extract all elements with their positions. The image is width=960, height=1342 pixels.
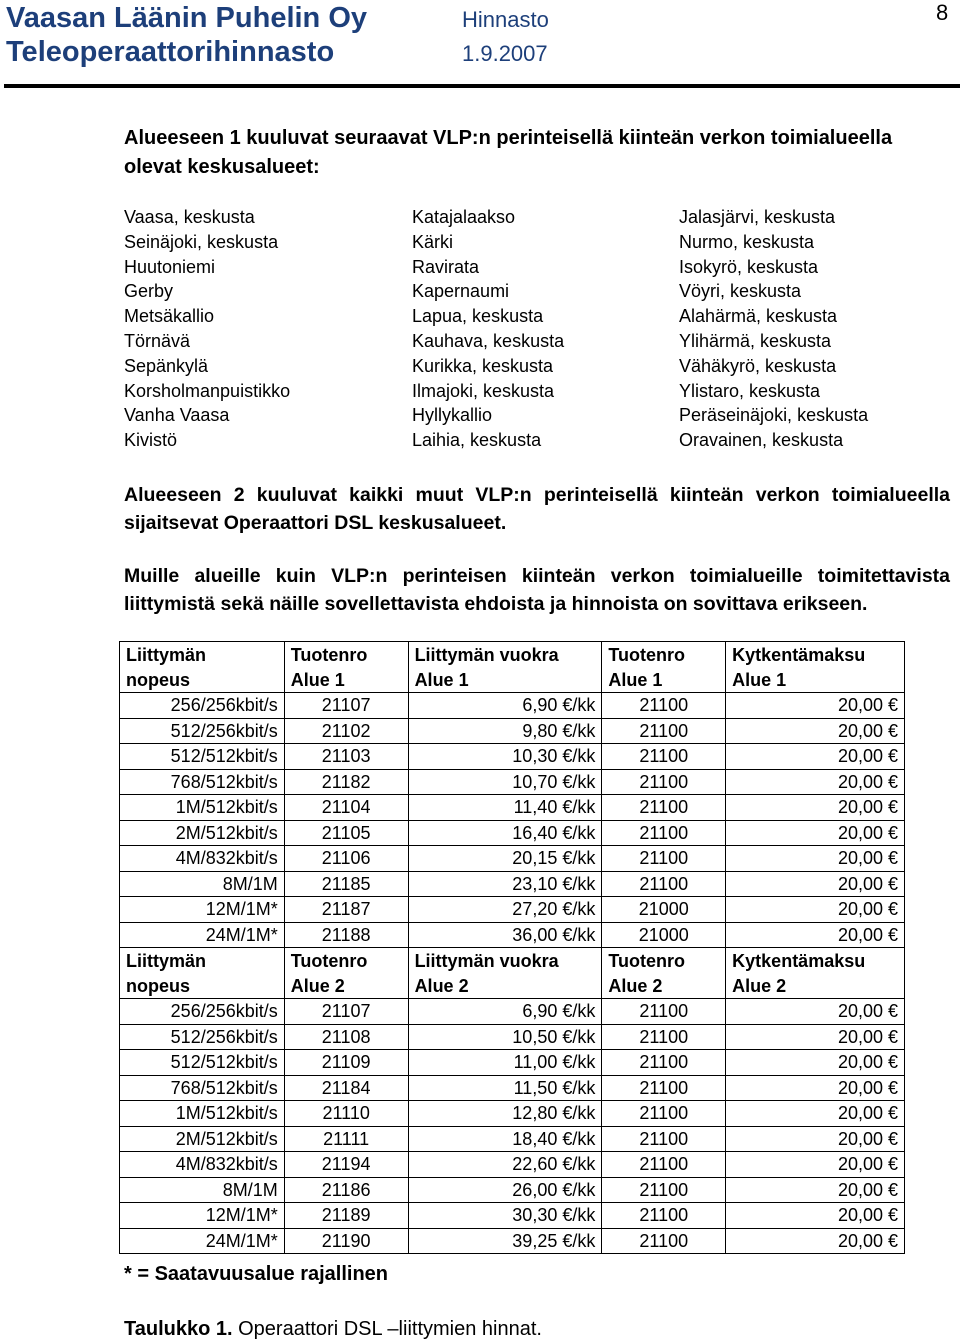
cell-fee: 20,00 € — [726, 846, 905, 872]
area-item: Törnävä — [124, 330, 191, 351]
cell-product: 21189 — [284, 1203, 408, 1229]
cell-rent: 23,10 €/kk — [408, 871, 602, 897]
cell-speed: 2M/512kbit/s — [120, 1126, 285, 1152]
cell-product2: 21100 — [602, 693, 726, 719]
cell-rent: 22,60 €/kk — [408, 1152, 602, 1178]
header-line: Liittymän vuokra — [414, 951, 559, 971]
cell-speed: 12M/1M* — [120, 1203, 285, 1229]
table-row — [120, 795, 905, 821]
area-item: Ravirata — [412, 256, 480, 277]
cell-product2: 21100 — [602, 999, 726, 1025]
cell-fee: 20,00 € — [726, 1152, 905, 1178]
caption-label: Taulukko 1. — [124, 1318, 233, 1340]
area-item: Kurikka, keskusta — [412, 355, 554, 376]
cell-rent: 11,50 €/kk — [408, 1075, 602, 1101]
area-item: Laihia, keskusta — [412, 430, 542, 451]
cell-product: 21104 — [284, 795, 408, 821]
header-cell-product — [284, 948, 408, 999]
cell-speed: 768/512kbit/s — [120, 769, 285, 795]
cell-fee: 20,00 € — [726, 820, 905, 846]
header-cell-product — [284, 642, 408, 693]
cell-fee: 20,00 € — [726, 718, 905, 744]
header-line: Kytkentämaksu — [732, 951, 866, 971]
cell-speed: 1M/512kbit/s — [120, 1101, 285, 1127]
area-column-3 — [679, 205, 868, 453]
header-line: nopeus — [126, 669, 191, 690]
cell-product2: 21100 — [602, 1228, 726, 1254]
table-row — [120, 1177, 905, 1203]
cell-fee: 20,00 € — [726, 1050, 905, 1076]
area-item: Katajalaakso — [412, 207, 516, 227]
header-line: Alue 2 — [290, 975, 345, 996]
cell-product2: 21100 — [602, 1177, 726, 1203]
area-item: Vähäkyrö, keskusta — [679, 355, 837, 376]
cell-speed: 2M/512kbit/s — [120, 820, 285, 846]
cell-rent: 12,80 €/kk — [408, 1101, 602, 1127]
cell-rent: 9,80 €/kk — [408, 718, 602, 744]
area-item: Nurmo, keskusta — [679, 231, 815, 252]
table-row — [120, 718, 905, 744]
table-row — [120, 693, 905, 719]
cell-fee: 20,00 € — [726, 1075, 905, 1101]
cell-rent: 10,30 €/kk — [408, 744, 602, 770]
cell-speed: 512/256kbit/s — [120, 1024, 285, 1050]
header-line: Liittymän vuokra — [414, 645, 559, 665]
table-header-row — [120, 948, 905, 999]
area-item: Seinäjoki, keskusta — [124, 231, 279, 252]
area-item: Alahärmä, keskusta — [679, 306, 838, 327]
header-line: Kytkentämaksu — [732, 645, 866, 665]
cell-fee: 20,00 € — [726, 744, 905, 770]
cell-rent: 30,30 €/kk — [408, 1203, 602, 1229]
area-item: Vaasa, keskusta — [124, 207, 255, 227]
header-line: Alue 2 — [414, 975, 469, 996]
table-row — [120, 1152, 905, 1178]
cell-product: 21184 — [284, 1075, 408, 1101]
cell-product: 21186 — [284, 1177, 408, 1203]
cell-speed: 12M/1M* — [120, 897, 285, 923]
table-row — [120, 922, 905, 948]
cell-rent: 11,40 €/kk — [408, 795, 602, 821]
cell-fee: 20,00 € — [726, 795, 905, 821]
area-item: Vanha Vaasa — [124, 405, 230, 426]
cell-speed: 24M/1M* — [120, 922, 285, 948]
table-row — [120, 1228, 905, 1254]
cell-product: 21194 — [284, 1152, 408, 1178]
table-row — [120, 1050, 905, 1076]
cell-rent: 18,40 €/kk — [408, 1126, 602, 1152]
cell-product: 21187 — [284, 897, 408, 923]
cell-product2: 21000 — [602, 897, 726, 923]
cell-speed: 8M/1M — [120, 1177, 285, 1203]
cell-product: 21185 — [284, 871, 408, 897]
table-row — [120, 744, 905, 770]
area-item: Huutoniemi — [124, 256, 216, 277]
cell-product: 21106 — [284, 846, 408, 872]
area-item: Ilmajoki, keskusta — [412, 380, 555, 401]
cell-rent: 10,50 €/kk — [408, 1024, 602, 1050]
cell-product2: 21100 — [602, 1050, 726, 1076]
area-item: Lapua, keskusta — [412, 306, 544, 327]
intro-paragraph: Alueeseen 1 kuuluvat seuraavat VLP:n perinteisellä kiinteän verkon toimialueella olevat keskusalueet: — [124, 127, 893, 178]
header-line: Tuotenro — [290, 645, 368, 665]
area-item: Kauhava, keskusta — [412, 330, 565, 351]
header-divider — [4, 84, 960, 88]
cell-speed: 8M/1M — [120, 871, 285, 897]
area-item: Isokyrö, keskusta — [679, 256, 819, 277]
cell-speed: 4M/832kbit/s — [120, 1152, 285, 1178]
area-item: Kivistö — [124, 430, 178, 451]
cell-product2: 21100 — [602, 769, 726, 795]
header-cell-rent — [408, 948, 602, 999]
table-caption — [124, 1316, 542, 1342]
cell-speed: 4M/832kbit/s — [120, 846, 285, 872]
cell-fee: 20,00 € — [726, 1228, 905, 1254]
cell-speed: 24M/1M* — [120, 1228, 285, 1254]
cell-product2: 21100 — [602, 1101, 726, 1127]
cell-product: 21188 — [284, 922, 408, 948]
area-item: Korsholmanpuistikko — [124, 380, 291, 401]
cell-speed: 768/512kbit/s — [120, 1075, 285, 1101]
header-line: Tuotenro — [608, 951, 686, 971]
cell-rent: 26,00 €/kk — [408, 1177, 602, 1203]
cell-fee: 20,00 € — [726, 769, 905, 795]
cell-fee: 20,00 € — [726, 922, 905, 948]
area-item: Peräseinäjoki, keskusta — [679, 405, 869, 426]
header-line: Alue 1 — [732, 669, 787, 690]
cell-fee: 20,00 € — [726, 1024, 905, 1050]
table-row — [120, 1203, 905, 1229]
cell-product2: 21100 — [602, 1024, 726, 1050]
area-item: Gerby — [124, 281, 174, 302]
area-item: Sepänkylä — [124, 355, 209, 376]
header-cell-speed — [120, 642, 285, 693]
cell-product2: 21100 — [602, 871, 726, 897]
cell-product: 21103 — [284, 744, 408, 770]
footnote: * = Saatavuusalue rajallinen — [124, 1263, 389, 1285]
header-line: Liittymän — [126, 645, 207, 665]
table-row — [120, 820, 905, 846]
table-row — [120, 846, 905, 872]
cell-speed: 256/256kbit/s — [120, 999, 285, 1025]
cell-product: 21102 — [284, 718, 408, 744]
cell-rent: 27,20 €/kk — [408, 897, 602, 923]
header-line: nopeus — [126, 975, 191, 996]
page-number: 8 — [936, 0, 949, 25]
cell-product: 21108 — [284, 1024, 408, 1050]
cell-speed: 1M/512kbit/s — [120, 795, 285, 821]
cell-fee: 20,00 € — [726, 1203, 905, 1229]
table-row — [120, 769, 905, 795]
caption-text: Operaattori DSL –liittymien hinnat. — [232, 1318, 542, 1340]
header-line: Tuotenro — [290, 951, 368, 971]
table-row — [120, 871, 905, 897]
cell-fee: 20,00 € — [726, 1177, 905, 1203]
cell-rent: 6,90 €/kk — [408, 999, 602, 1025]
zone2-paragraph: Alueeseen 2 kuuluvat kaikki muut VLP:n perinteisellä kiinteän verkon toimialueella sijaitsevat Operaattori DSL keskusalueet. — [124, 484, 950, 534]
area-item: Hyllykallio — [412, 405, 493, 426]
header-line: Alue 1 — [608, 669, 663, 690]
cell-rent: 39,25 €/kk — [408, 1228, 602, 1254]
header-line: Tuotenro — [608, 645, 686, 665]
cell-product2: 21100 — [602, 795, 726, 821]
cell-fee: 20,00 € — [726, 1101, 905, 1127]
cell-fee: 20,00 € — [726, 871, 905, 897]
cell-product2: 21100 — [602, 1126, 726, 1152]
cell-product: 21110 — [284, 1101, 408, 1127]
area-item: Metsäkallio — [124, 306, 215, 327]
cell-rent: 16,40 €/kk — [408, 820, 602, 846]
cell-fee: 20,00 € — [726, 693, 905, 719]
area-item: Ylihärmä, keskusta — [679, 330, 832, 351]
header-line: Liittymän — [126, 951, 207, 971]
document-subtitle: Teleoperaattorihinnasto — [6, 36, 335, 68]
cell-product2: 21100 — [602, 1075, 726, 1101]
cell-product2: 21100 — [602, 1152, 726, 1178]
header-line: Alue 2 — [608, 975, 663, 996]
cell-fee: 20,00 € — [726, 1126, 905, 1152]
cell-product2: 21100 — [602, 718, 726, 744]
cell-fee: 20,00 € — [726, 897, 905, 923]
header-cell-speed — [120, 948, 285, 999]
cell-product: 21107 — [284, 999, 408, 1025]
cell-speed: 512/256kbit/s — [120, 718, 285, 744]
area-item: Oravainen, keskusta — [679, 430, 844, 451]
header-cell-fee — [726, 948, 905, 999]
cell-product: 21111 — [284, 1126, 408, 1152]
table-row — [120, 1126, 905, 1152]
table-header-row — [120, 642, 905, 693]
header-cell-fee — [726, 642, 905, 693]
table-row — [120, 897, 905, 923]
other-areas-paragraph: Muille alueille kuin VLP:n perinteisen kiinteän verkon toimialueille toimitettavista liittymistä sekä näille sovellettavista ehdoista ja hinnoista on sovittava erikseen. — [124, 565, 950, 615]
header-cell-product2 — [602, 642, 726, 693]
header-cell-product2 — [602, 948, 726, 999]
table-row — [120, 1101, 905, 1127]
cell-speed: 256/256kbit/s — [120, 693, 285, 719]
document-date: 1.9.2007 — [462, 41, 548, 66]
cell-rent: 6,90 €/kk — [408, 693, 602, 719]
area-item: Ylistaro, keskusta — [679, 380, 821, 401]
cell-speed: 512/512kbit/s — [120, 1050, 285, 1076]
area-item: Kärki — [412, 231, 454, 252]
cell-product2: 21100 — [602, 1203, 726, 1229]
area-item: Kapernaumi — [412, 281, 510, 302]
cell-rent: 11,00 €/kk — [408, 1050, 602, 1076]
cell-speed: 512/512kbit/s — [120, 744, 285, 770]
table-row — [120, 1024, 905, 1050]
cell-product: 21190 — [284, 1228, 408, 1254]
cell-product: 21109 — [284, 1050, 408, 1076]
area-column-1 — [124, 205, 290, 453]
area-item: Jalasjärvi, keskusta — [679, 207, 836, 227]
cell-product2: 21000 — [602, 922, 726, 948]
company-name: Vaasan Läänin Puhelin Oy — [6, 2, 368, 34]
cell-product: 21105 — [284, 820, 408, 846]
area-column-2 — [412, 205, 564, 453]
table-row — [120, 999, 905, 1025]
header-line: Alue 2 — [732, 975, 787, 996]
header-line: Alue 1 — [290, 669, 345, 690]
header-cell-rent — [408, 642, 602, 693]
area-item: Vöyri, keskusta — [679, 281, 802, 302]
cell-product2: 21100 — [602, 744, 726, 770]
cell-product2: 21100 — [602, 820, 726, 846]
table-row — [120, 1075, 905, 1101]
cell-product: 21107 — [284, 693, 408, 719]
header-line: Alue 1 — [414, 669, 469, 690]
cell-rent: 20,15 €/kk — [408, 846, 602, 872]
cell-product2: 21100 — [602, 846, 726, 872]
document-type: Hinnasto — [462, 7, 549, 32]
cell-product: 21182 — [284, 769, 408, 795]
cell-rent: 36,00 €/kk — [408, 922, 602, 948]
price-table — [119, 641, 905, 1254]
cell-fee: 20,00 € — [726, 999, 905, 1025]
cell-rent: 10,70 €/kk — [408, 769, 602, 795]
